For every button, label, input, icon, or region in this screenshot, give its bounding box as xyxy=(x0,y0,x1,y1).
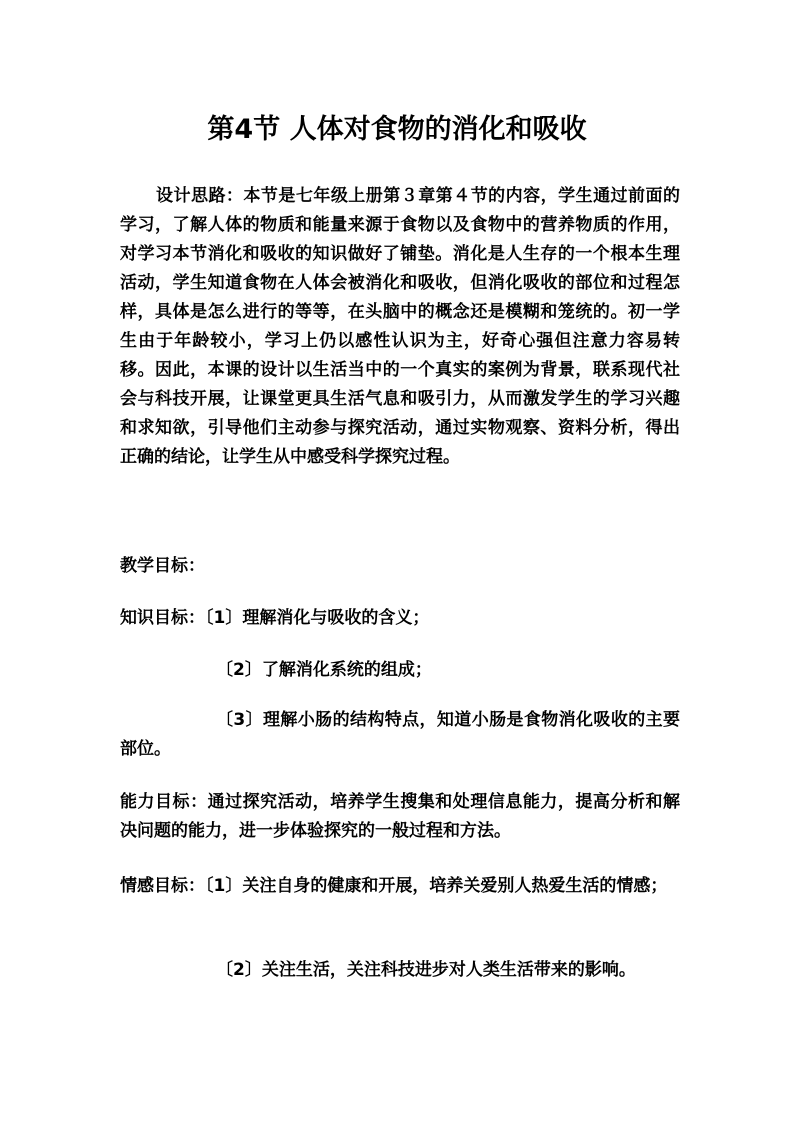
emotion-goal-1: 情感目标：〔1〕关注自身的健康和开展，培养关爱别人热爱生活的情感； xyxy=(120,876,668,896)
page-title: 第4节 人体对食物的消化和吸收 xyxy=(207,114,587,145)
knowledge-goal-1: 知识目标：〔1〕理解消化与吸收的含义； xyxy=(120,608,430,628)
knowledge-goal-2: 〔2〕了解消化系统的组成； xyxy=(216,660,432,680)
ability-goal: 能力目标：通过探究活动，培养学生搜集和处理信息能力，提高分析和解决问题的能力，进一步体验探究的一般过程和方法。 xyxy=(120,792,680,841)
design-idea-paragraph: 设计思路：本节是七年级上册第３章第４节的内容，学生通过前面的学习，了解人体的物质和能量来源于食物以及食物中的营养物质的作用，对学习本节消化和吸收的知识做好了铺垫。消化是人生存的一个根本生理活动，学生知道食物在人体会被消化和吸收，但消化吸收的部位和过程怎样，具体是怎么进行的等等，在头脑中的概念还是模糊和笼统的。初一学生由于年龄较小，学习上仍以感性认识为主，好奇心强但注意力容易转移。因此，本课的设计以生活当中的一个真实的案例为背景，联系现代社会与科技开展，让课堂更具生活气息和吸引力，从而激发学生的学习兴趣和求知欲，引导他们主动参与探究活动，通过实物观察、资料分析，得出正确的结论，让学生从中感受科学探究过程。 xyxy=(120,186,680,467)
emotion-goal-2: 〔2〕关注生活，关注科技进步对人类生活带来的影响。 xyxy=(216,960,636,980)
knowledge-goal-3: 〔3〕理解小肠的结构特点，知道小肠是食物消化吸收的主要部位。 xyxy=(120,710,680,759)
teaching-goals-heading: 教学目标： xyxy=(120,556,205,576)
